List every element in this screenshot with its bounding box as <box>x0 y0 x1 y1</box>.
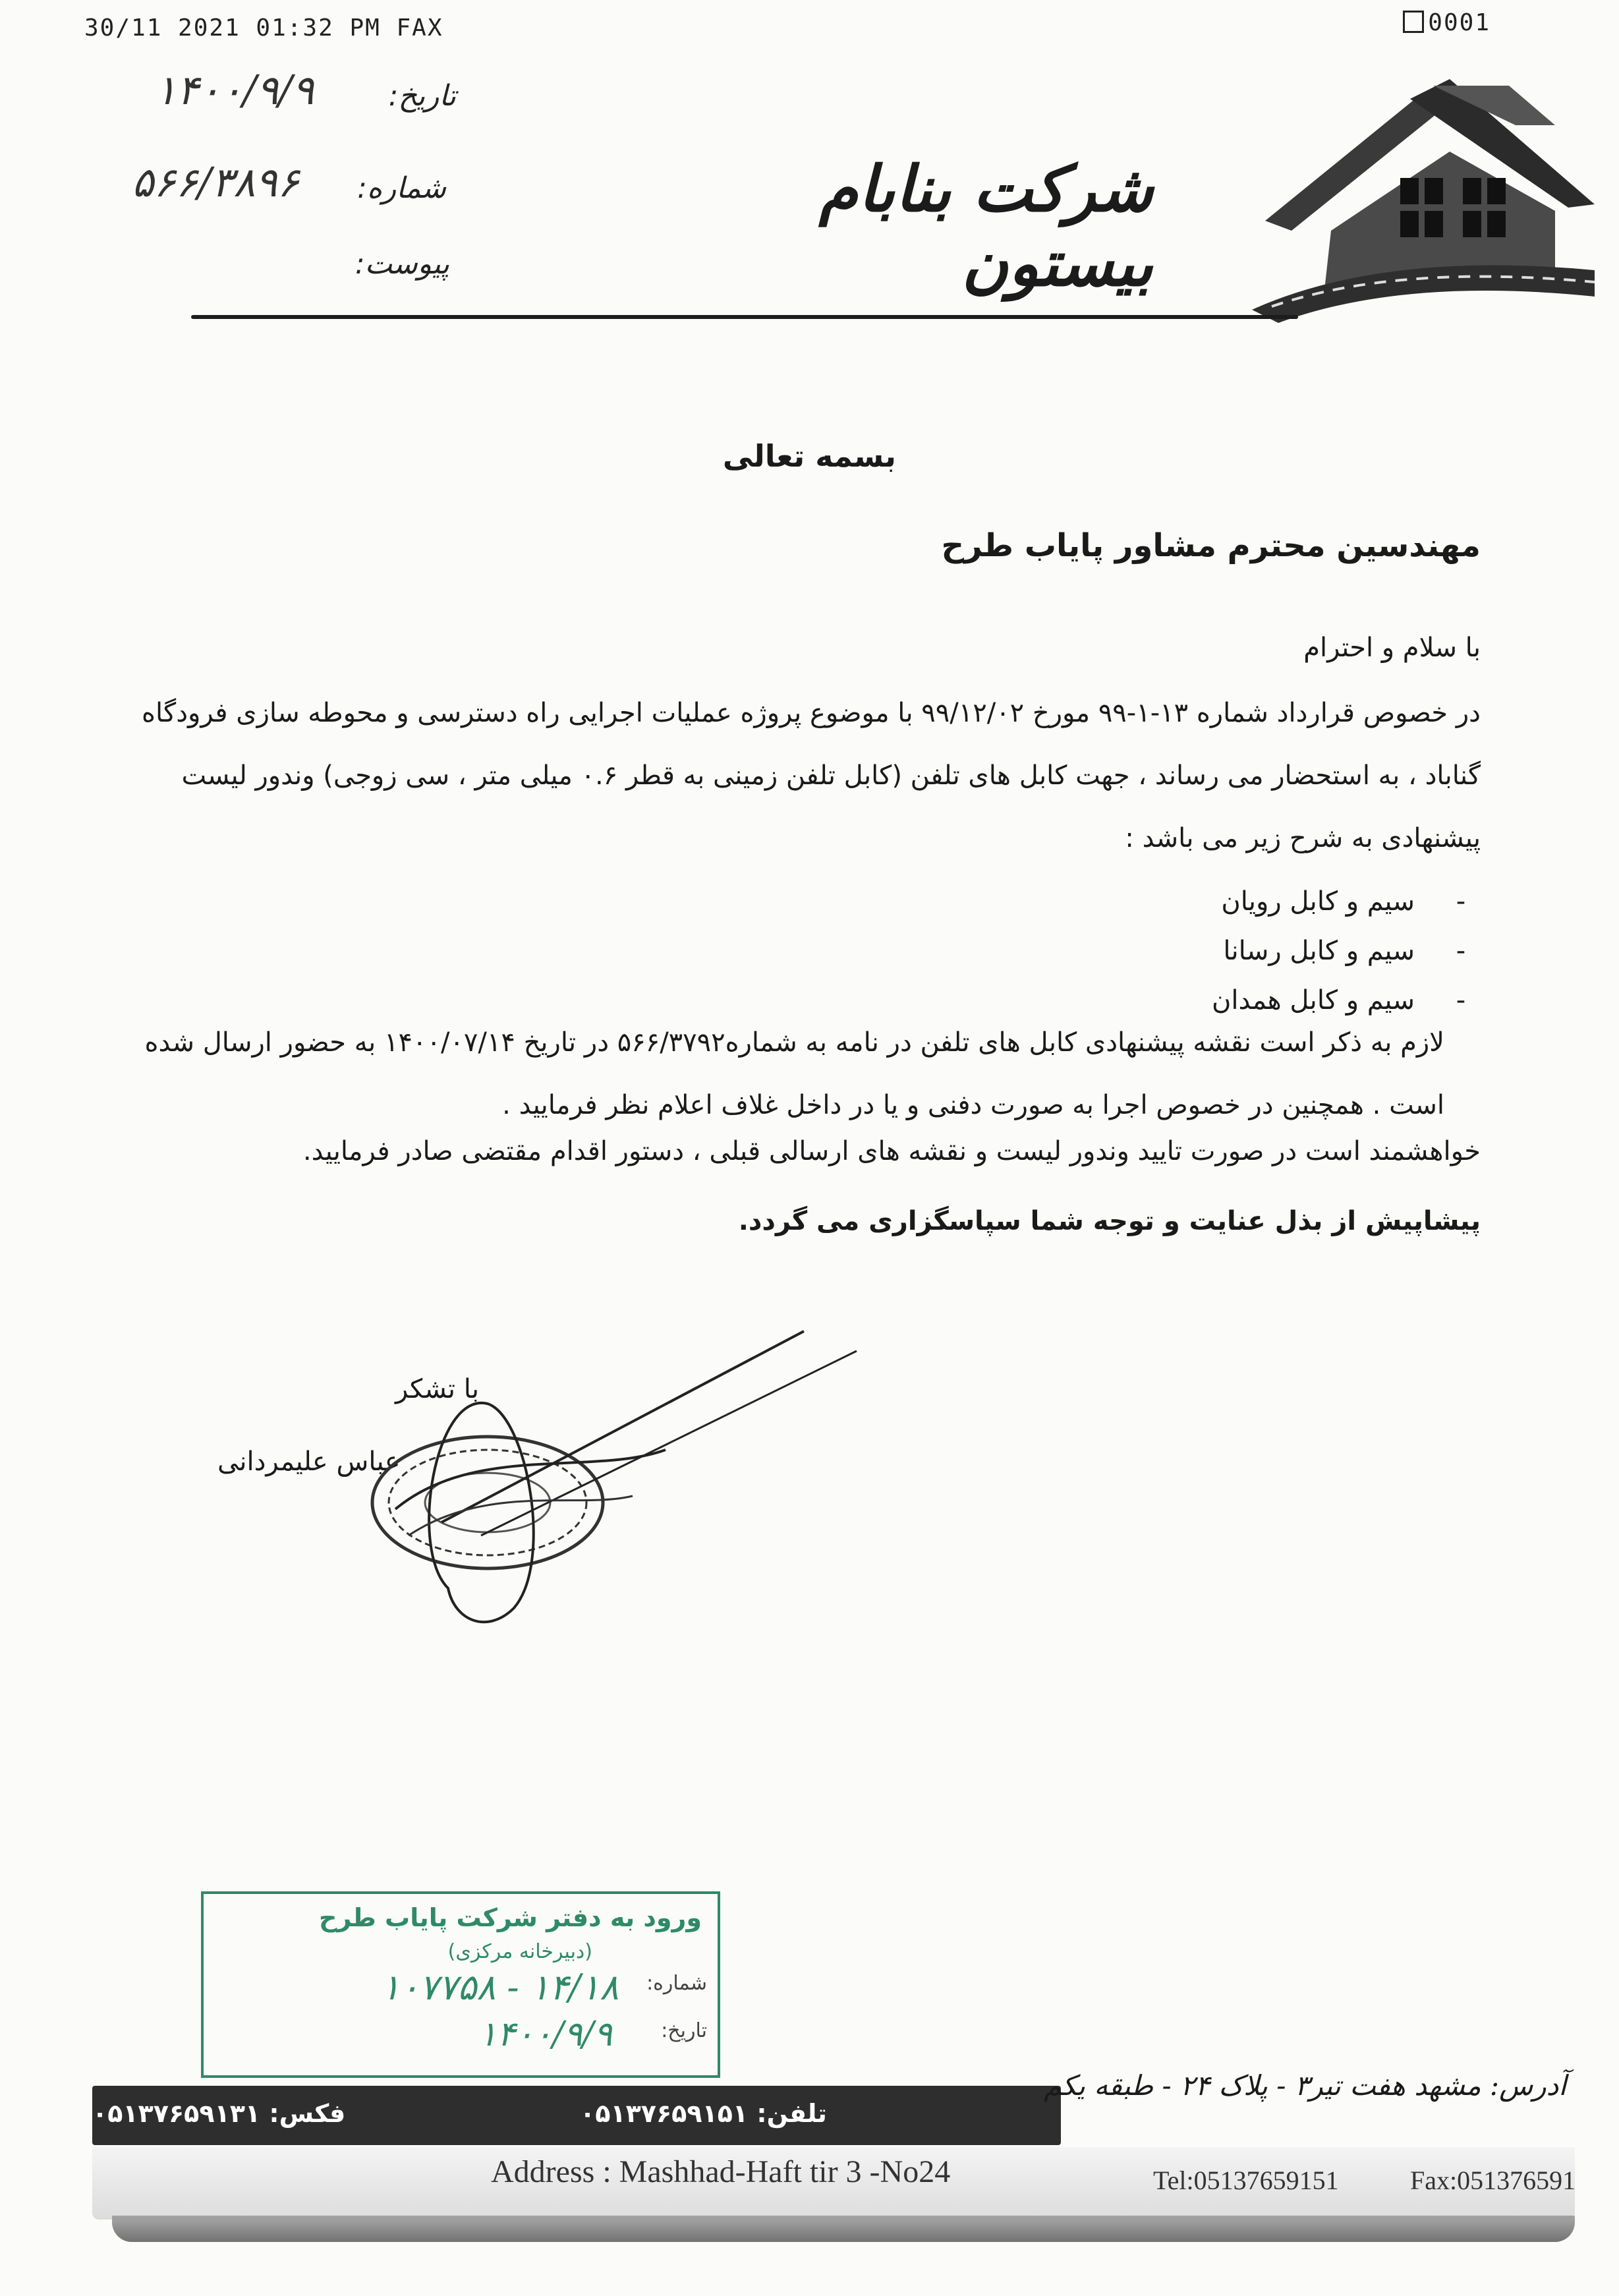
receipt-number-label: شماره: <box>646 1972 707 1995</box>
company-logo-icon <box>1252 72 1608 323</box>
company-seal-and-signature <box>356 1311 962 1641</box>
footer-address-en: Address : Mashhad-Haft tir 3 -No24 <box>491 2154 951 2189</box>
invocation: بسمه تعالی <box>722 438 897 474</box>
header-divider <box>191 315 1298 319</box>
date-value: ۱۴۰۰/۹/۹ <box>155 66 314 114</box>
fax-page-number <box>1403 9 1491 36</box>
paragraph-request: خواهشمند است در صورت تایید وندور لیست و نقشه های ارسالی قبلی ، دستور اقدام مقتضی صادر فرمایید. <box>302 1136 1481 1166</box>
list-marker: - <box>1456 886 1466 917</box>
thanks-line: با تشکر <box>395 1374 480 1404</box>
company-name: شرکت بنابام بیستون <box>818 152 1153 301</box>
receipt-stamp <box>201 1891 720 2078</box>
footer-fax-en: Fax:051376591 <box>1410 2166 1576 2195</box>
closing-line: پیشاپیش از بذل عنایت و توجه شما سپاسگزاری می گردد. <box>738 1206 1481 1236</box>
paragraph-contract: در خصوص قرارداد شماره ۱۳-۱-۹۹ مورخ ۹۹/۱۲/۰۲ با موضوع پروژه عملیات اجرایی راه دسترسی و محوطه سازی فرودگاه گناباد ، به استحضار می رساند ، جهت کابل های تلفن (کابل تلفن زمینی به قطر ۰.۶ میلی متر ، سی زوجی) وندور لیست پیشنهادی به شرح زیر می باشد : <box>142 698 1481 853</box>
list-item-text: سیم و کابل همدان <box>1211 985 1415 1016</box>
list-item-text: سیم و کابل رویان <box>1221 886 1415 917</box>
paragraph-map-note: لازم به ذکر است نقشه پیشنهادی کابل های تلفن در نامه به شماره۵۶۶/۳۷۹۲ در تاریخ ۱۴۰۰/۰۷/۱۴ به حضور ارسال شده است . همچنین در خصوص اجرا به صورت دفنی و یا در داخل غلاف اعلام نظر فرمایید . <box>144 1027 1444 1120</box>
footer-shadow <box>112 2216 1575 2242</box>
list-marker: - <box>1456 985 1466 1016</box>
number-value: ۵۶۶/۳۸۹۶ <box>132 158 299 206</box>
footer-tel-fa: تلفن: ۰۵۱۳۷۶۵۹۱۵۱ <box>580 2099 827 2128</box>
footer-fax-fa: فکس: ۰۵۱۳۷۶۵۹۱۳۱ <box>92 2099 346 2128</box>
receipt-stamp-title: ورود به دفتر شرکت پایاب طرح <box>318 1903 702 1932</box>
receipt-date-value: ۱۴۰۰/۹/۹ <box>478 2015 612 2054</box>
fax-header: 30/11 2021 01:32 PM FAX <box>84 14 443 42</box>
attachment-label: پیوست: <box>355 247 449 281</box>
signer-name: عباس علیمردانی <box>217 1447 401 1477</box>
receipt-number-value: ۱۰۷۷۵۸ - ۱۴/۱۸ <box>381 1966 619 2008</box>
number-label: شماره: <box>357 171 446 205</box>
greeting: با سلام و احترام <box>1303 633 1481 663</box>
list-marker: - <box>1456 936 1466 966</box>
salutation: مهندسین محترم مشاور پایاب طرح <box>941 527 1481 564</box>
checkbox-icon <box>1403 11 1424 33</box>
receipt-date-label: تاریخ: <box>661 2019 707 2042</box>
footer-tel-en: Tel:05137659151 <box>1153 2166 1339 2195</box>
receipt-stamp-subtitle: (دبیرخانه مرکزی) <box>447 1940 592 1963</box>
footer-address-fa: آدرس: مشهد هفت تیر۳ - پلاک ۲۴ - طبقه یکم <box>1044 2069 1566 2102</box>
fax-page-value: 0001 <box>1428 9 1491 36</box>
list-item-text: سیم و کابل رسانا <box>1223 936 1415 966</box>
date-label: تاریخ: <box>388 79 456 113</box>
list-item <box>1223 936 1481 966</box>
list-item <box>1221 886 1481 917</box>
